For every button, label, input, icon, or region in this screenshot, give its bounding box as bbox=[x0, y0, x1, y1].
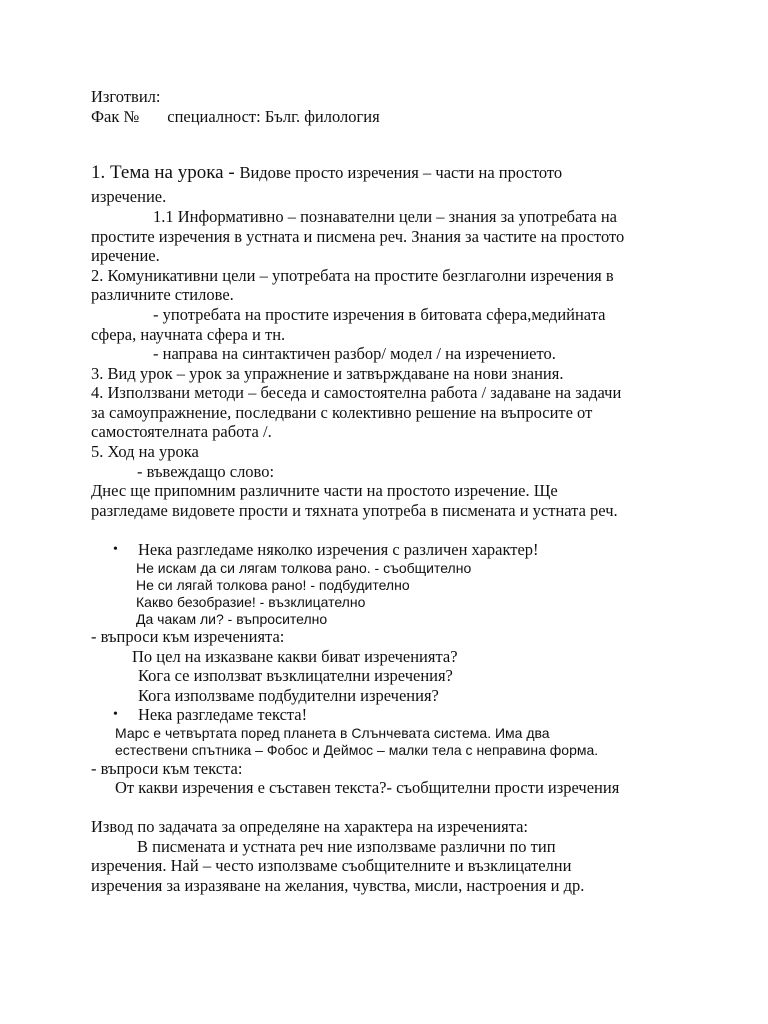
specialty-text: специалност: Бълг. филология bbox=[167, 107, 380, 126]
bullet-icon: • bbox=[113, 542, 118, 557]
lesson-methods-line1: 4. Използвани методи – беседа и самостоятелна работа / задаване на задачи bbox=[91, 383, 622, 402]
passage-line1: Марс е четвъртата поред планета в Слънчевата система. Има два bbox=[115, 725, 550, 741]
conclusion-line3: изречения за изразяване на желания, чувства, мисли, настроения и др. bbox=[91, 876, 585, 895]
faculty-line bbox=[91, 107, 380, 127]
goal-usage-line2: сфера, научната сфера и тн. bbox=[91, 325, 286, 344]
questions-text-label: - въпроси към текста: bbox=[91, 759, 243, 778]
passage-line2: естествени спътника – Фобос и Деймос – малки тела с неправина форма. bbox=[115, 742, 599, 758]
conclusion-heading: Извод по задачата за определяне на характера на изреченията: bbox=[91, 817, 529, 836]
author-label: Изготвил: bbox=[91, 87, 161, 106]
example-sentence: Не си лягай толкова рано! - подбудително bbox=[136, 577, 410, 593]
lesson-methods-line2: за самоупражнение, последвани с колективно решение на въпросите от bbox=[91, 403, 593, 422]
goal-parse: - направа на синтактичен разбор/ модел / на изречението. bbox=[153, 344, 556, 363]
example-sentence: Не искам да си лягам толкова рано. - съобщително bbox=[136, 560, 472, 576]
faculty-number-label: Фак № bbox=[91, 107, 140, 126]
goal-communicative-line2: различните стилове. bbox=[91, 285, 234, 304]
conclusion-line1: В писмената и устната реч ние използваме различни по тип bbox=[137, 837, 556, 856]
topic-prefix: 1. Тема на урока - bbox=[91, 162, 240, 183]
lesson-methods-line3: самостоятелната работа /. bbox=[91, 422, 272, 441]
lesson-type: 3. Вид урок – урок за упражнение и затвърждаване на нови знания. bbox=[91, 364, 564, 383]
question-item: По цел на изказване какви биват изреченията? bbox=[132, 647, 458, 666]
topic-line bbox=[91, 163, 562, 183]
bullet-icon: • bbox=[113, 707, 118, 722]
lesson-flow: 5. Ход на урока bbox=[91, 442, 199, 461]
example-sentence: Какво безобразие! - възклицателно bbox=[136, 594, 366, 610]
questions-sentences-label: - въпроси към изреченията: bbox=[91, 627, 285, 646]
question-text-item: От какви изречения е съставен текста?- съобщителни прости изречения bbox=[115, 778, 620, 797]
example-sentence: Да чакам ли? - въпросително bbox=[136, 611, 328, 627]
lesson-intro: - въвеждащо слово: bbox=[137, 462, 275, 481]
goal-informative-line1: 1.1 Информативно – познавателни цели – знания за употребата на bbox=[153, 207, 617, 226]
goal-usage-line1: - употребата на простите изречения в битовата сфера,медийната bbox=[153, 305, 606, 324]
topic-title-cont: изречение. bbox=[91, 187, 167, 206]
bullet1-text: Нека разгледаме няколко изречения с различен характер! bbox=[138, 540, 539, 559]
bullet2-text: Нека разгледаме текста! bbox=[138, 705, 308, 724]
question-item: Кога използваме подбудителни изречения? bbox=[138, 686, 439, 705]
goal-informative-line3: иречение. bbox=[91, 246, 160, 265]
lesson-today-line2: разгледаме видовете прости и тяхната употреба в писмената и устната реч. bbox=[91, 501, 618, 520]
goal-informative-line2: простите изречения в устната и писмена реч. Знания за частите на простото bbox=[91, 227, 625, 246]
conclusion-line2: изречения. Най – често използваме съобщителните и възклицателни bbox=[91, 856, 572, 875]
topic-title: Видове просто изречения – части на простото bbox=[239, 163, 563, 182]
question-item: Кога се използват възклицателни изречения? bbox=[138, 666, 453, 685]
goal-communicative-line1: 2. Комуникативни цели – употребата на простите безглаголни изречения в bbox=[91, 266, 614, 285]
lesson-today-line1: Днес ще припомним различните части на простото изречение. Ще bbox=[91, 481, 558, 500]
